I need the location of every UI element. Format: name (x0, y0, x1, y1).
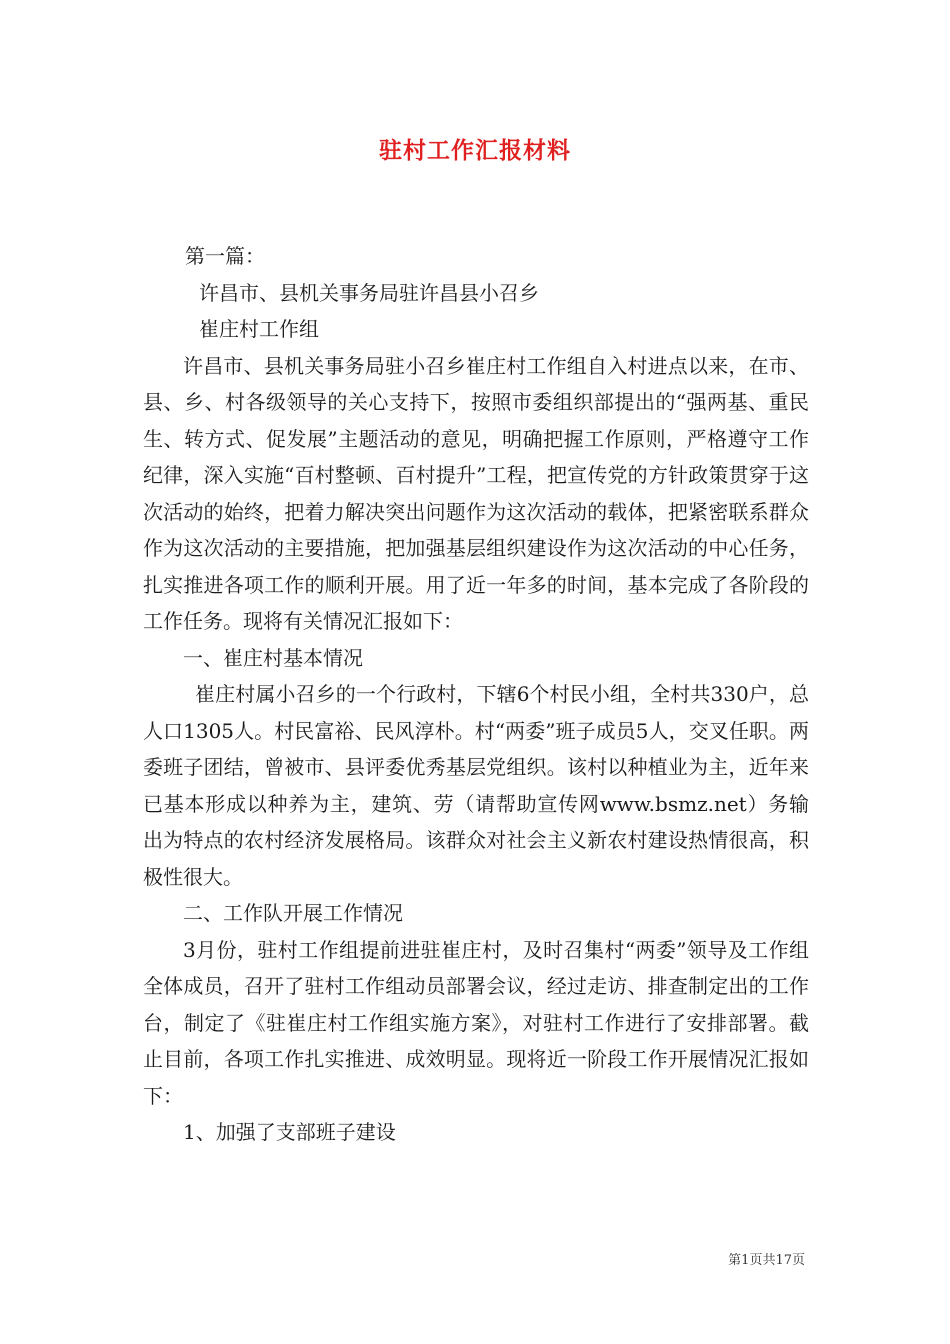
document-title: 驻村工作汇报材料 (379, 137, 571, 164)
intro-paragraph: 许昌市、县机关事务局驻小召乡崔庄村工作组自入村进点以来，在市、县、乡、村各级领导的关心支持下，按照市委组织部提出的“强两基、重民生、转方式、促发展”主题活动的意见，明确把握工作原则，严格遵守工作纪律，深入实施“百村整顿、百村提升”工程，把宣传党的方针政策贯穿于这次活动的始终，把着力解决突出问题作为这次活动的载体，把紧密联系群众作为这次活动的主要措施，把加强基层组织建设作为这次活动的中心任务，扎实推进各项工作的顺利开展。用了近一年多的时间，基本完成了各阶段的工作任务。现将有关情况汇报如下： (143, 353, 809, 633)
group-line: 崔庄村工作组 (199, 317, 319, 341)
page-number: 第1页共17页 (728, 1253, 805, 1268)
document-body (143, 238, 809, 1151)
section-heading-first: 第一篇： (185, 244, 265, 268)
basic-info-paragraph: 崔庄村属小召乡的一个行政村，下辖6个村民小组，全村共330户，总人口1305人。村民富裕、民风淳朴。村“两委”班子成员5人，交叉任职。两委班子团结，曾被市、县评委优秀基层党组织。该村以种植业为主，近年来已基本形成以种养为主，建筑、劳（请帮助宣传网www.bsmz.net）务输出为特点的农村经济发展格局。该群众对社会主义新农村建设热情很高，积极性很大。 (143, 682, 809, 889)
subsection-heading: 1、加强了支部班子建设 (183, 1120, 396, 1144)
org-line: 许昌市、县机关事务局驻许昌县小召乡 (199, 280, 539, 305)
work-paragraph: 3月份，驻村工作组提前进驻崔庄村，及时召集村“两委”领导及工作组全体成员，召开了驻村工作组动员部署会议，经过走访、排查制定出的工作台，制定了《驻崔庄村工作组实施方案》，对驻村工作进行了安排部署。截止目前，各项工作扎实推进、成效明显。现将近一阶段工作开展情况汇报如下： (143, 937, 809, 1108)
section-heading-work: 二、工作队开展工作情况 (183, 901, 403, 925)
section-heading-basic: 一、崔庄村基本情况 (183, 645, 363, 670)
